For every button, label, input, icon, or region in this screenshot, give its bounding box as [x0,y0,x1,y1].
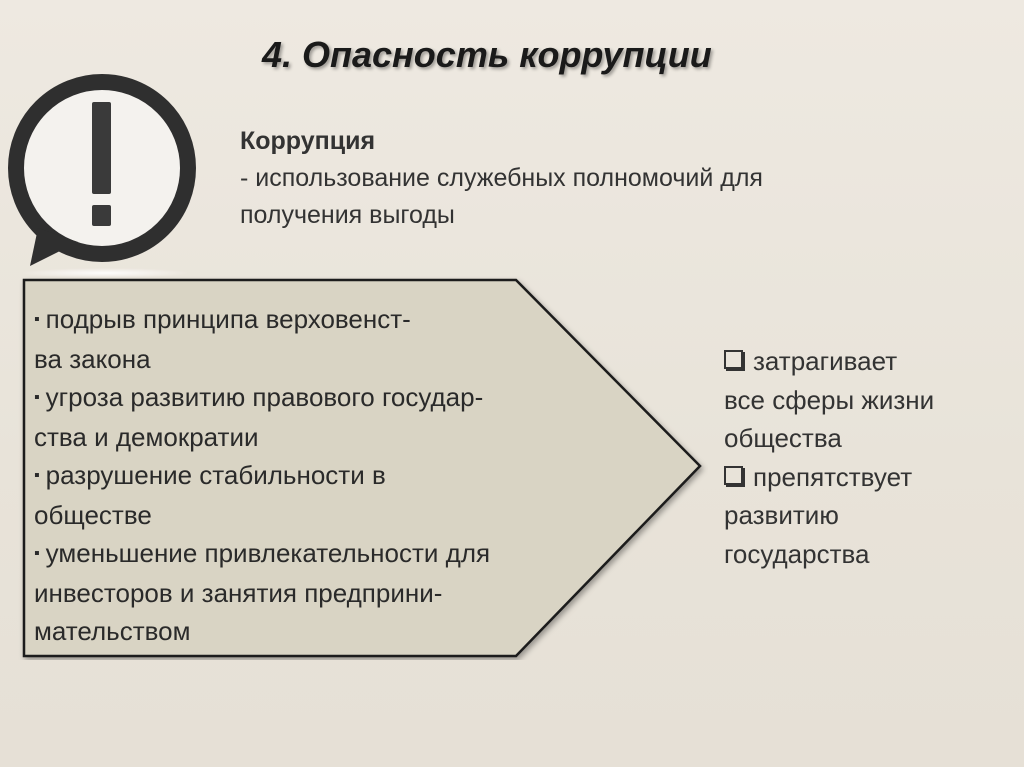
effect-1-line-2: все сферы жизни [724,384,935,415]
consequence-2-line-2: ства и демократии [34,421,259,452]
effect-2-line-2: развитию [724,500,839,530]
consequence-item-3 [34,456,634,496]
effect-2-line-3: государства [724,538,870,569]
effects-list [724,342,1004,573]
consequence-1-line-1: подрыв принципа верховенст- [45,304,411,334]
effect-1-line-3: общества [724,423,842,453]
checkbox-bullet-icon [724,350,743,369]
checkbox-bullet-icon [724,466,743,485]
consequence-item-2 [34,378,634,418]
effect-item-1 [724,342,1004,381]
effect-item-2 [724,458,1004,497]
definition-term: Коррупция [240,127,376,155]
definition-block [240,123,763,234]
consequence-3-line-2: обществе [34,499,152,530]
effect-1-line-1: затрагивает [753,346,898,376]
consequence-2-line-1: угроза развитию правового государ- [45,382,484,412]
exclamation-speech-bubble-icon [4,62,204,272]
slide-title: 4. Опасность коррупции [262,34,712,75]
bullet-marker: ▪ [34,467,40,484]
effect-2-line-1: препятствует [753,461,913,492]
consequence-3-line-1: разрушение стабильности в [45,460,386,490]
definition-line-1: - использование служебных полномочий для [240,164,763,192]
consequences-list [34,300,634,651]
consequence-item-1 [34,300,634,340]
consequence-1-line-2: ва закона [34,343,151,374]
consequence-4-line-3: мательством [34,616,191,646]
bullet-marker: ▪ [34,389,40,406]
consequence-4-line-2: инвесторов и занятия предприни- [34,577,443,608]
bullet-marker: ▪ [34,311,40,328]
consequence-4-line-1: уменьшение привлекательности для [45,538,491,568]
bullet-marker: ▪ [34,545,40,562]
definition-line-2: получения выгоды [240,201,455,229]
consequence-item-4 [34,534,634,574]
